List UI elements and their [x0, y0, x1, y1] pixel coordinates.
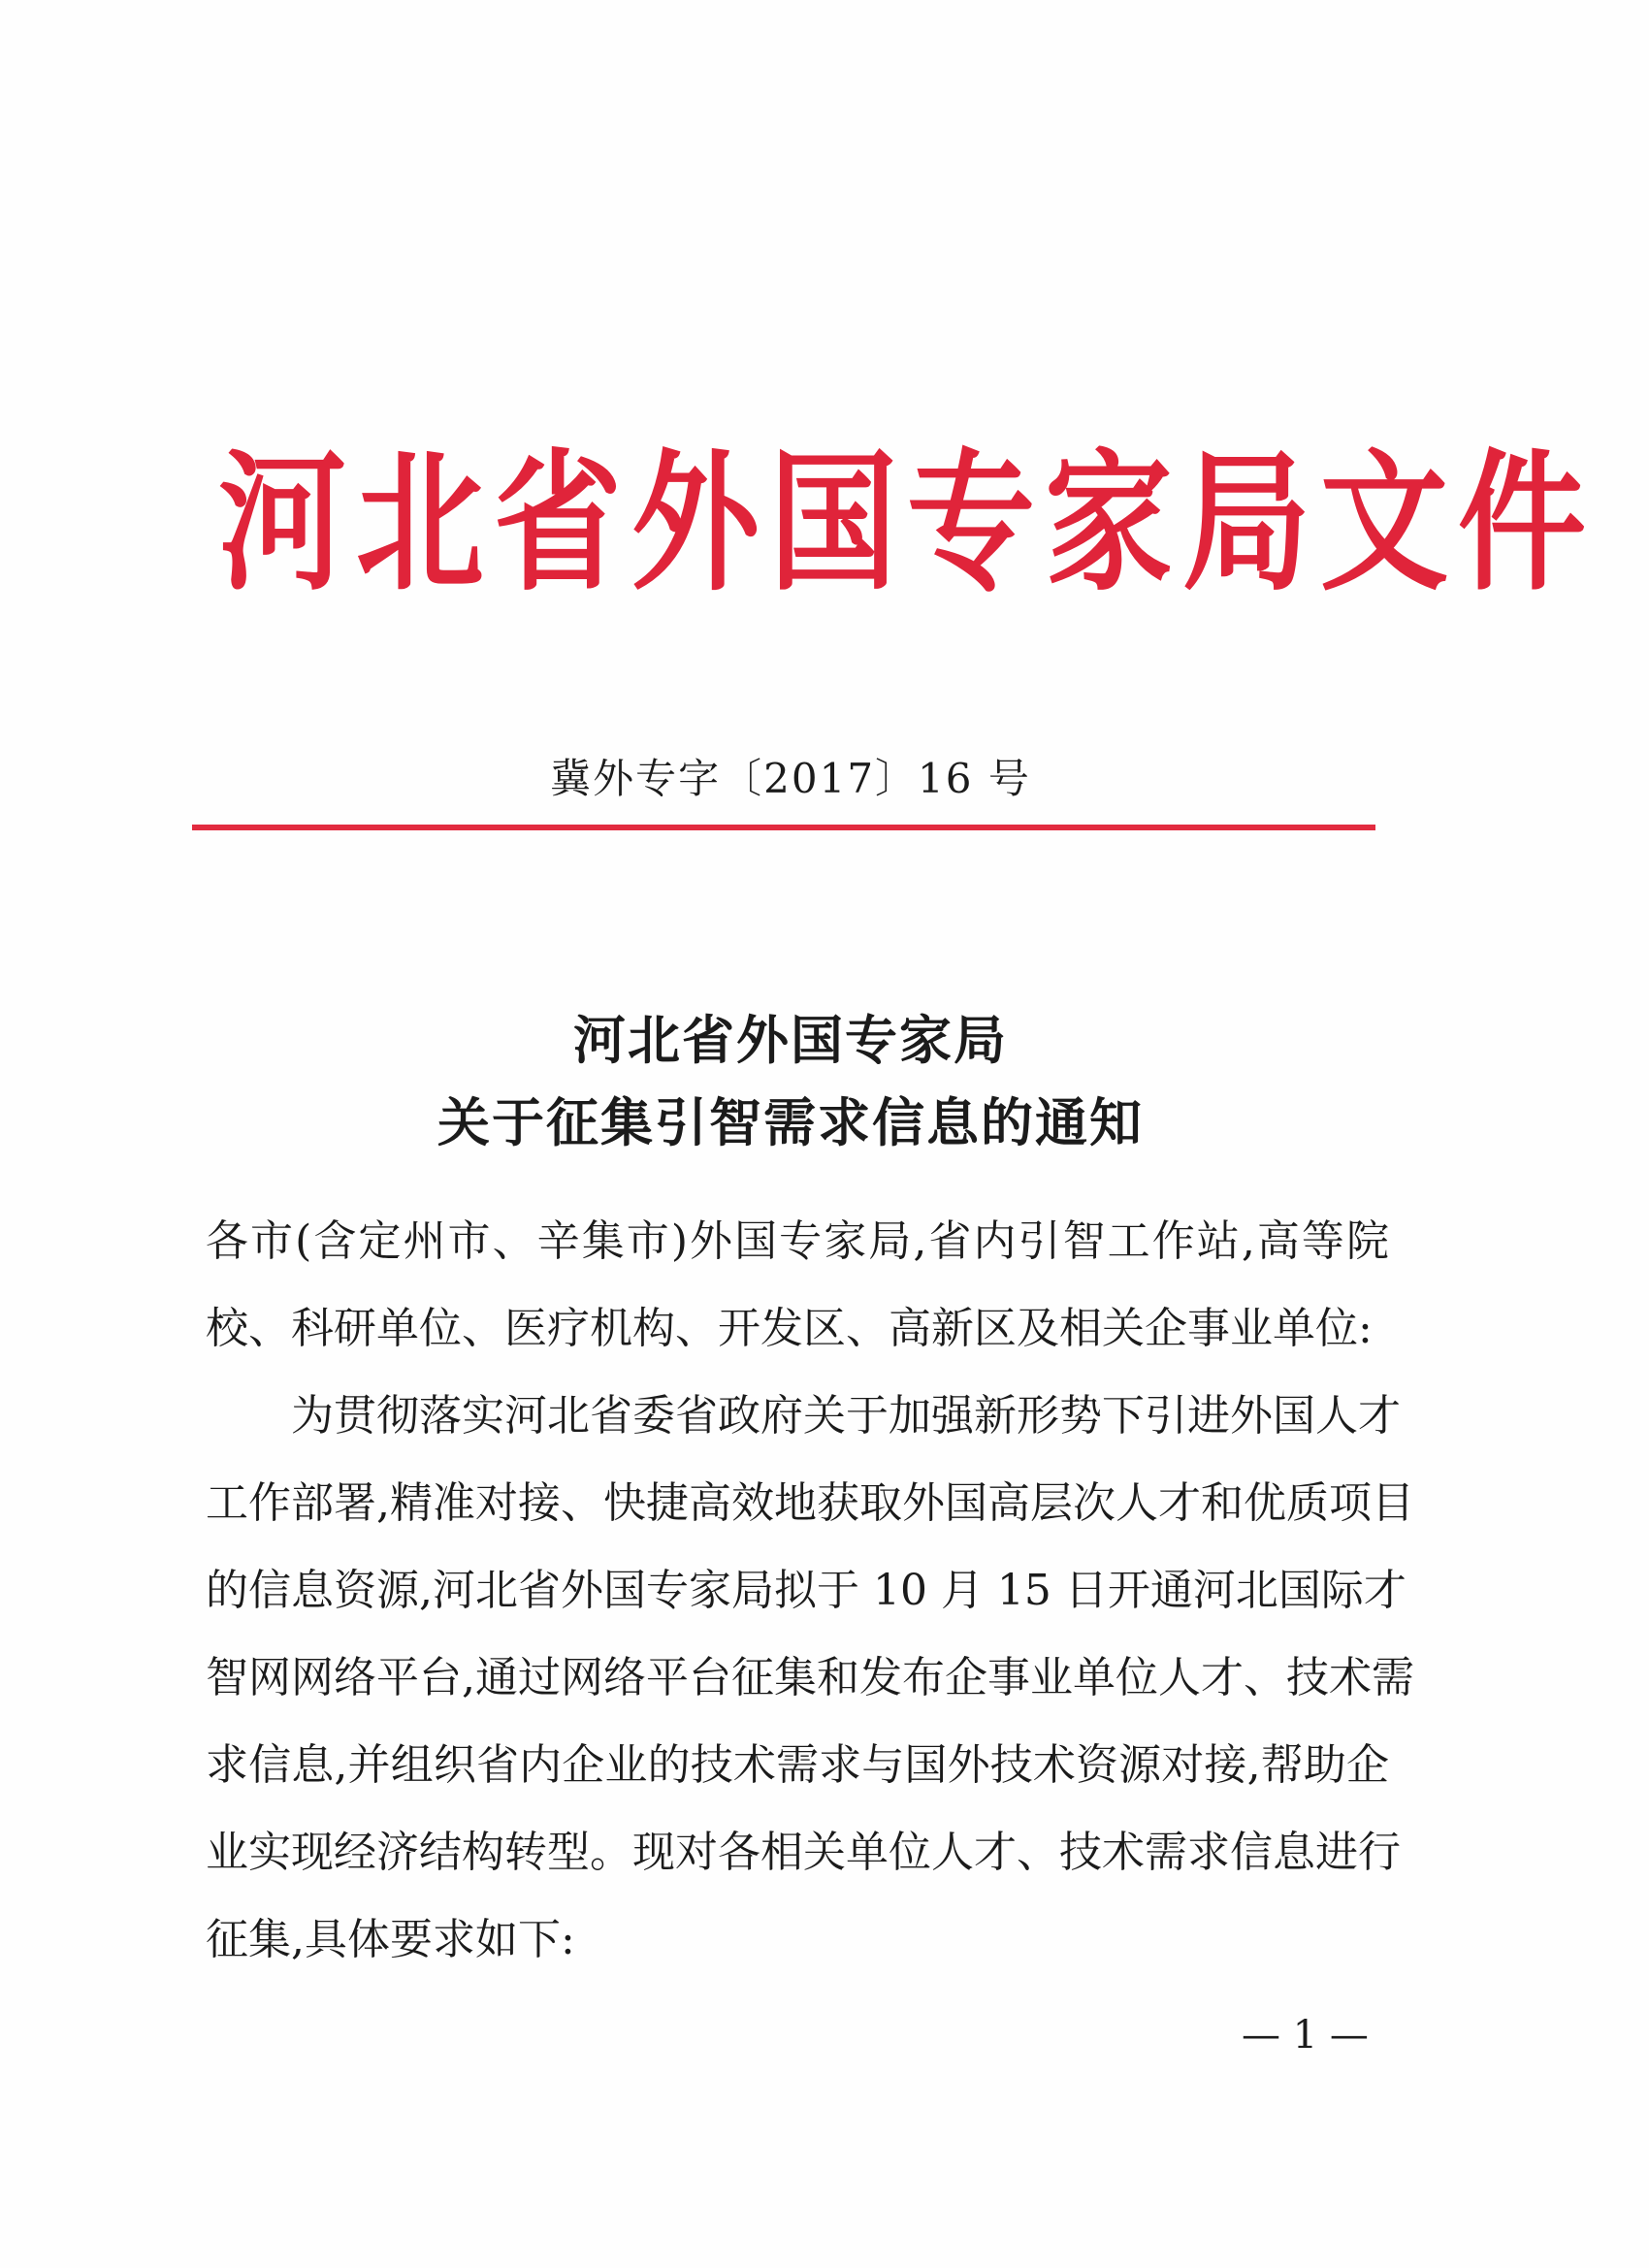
body-paragraph-line-5: 求信息,并组织省内企业的技术需求与国外技术资源对接,帮助企 [206, 1740, 1389, 1790]
recipients-line-2: 校、科研单位、医疗机构、开发区、高新区及相关企事业单位: [206, 1304, 1373, 1353]
body-paragraph-line-2: 工作部署,精准对接、快捷高效地获取外国高层次人才和优质项目 [206, 1478, 1414, 1528]
notice-title-line-1: 河北省外国专家局 [573, 1010, 1008, 1071]
issuing-authority-title: 河北省外国专家局文件 [218, 436, 1596, 612]
red-separator-line [192, 825, 1375, 830]
recipients-line-1: 各市(含定州市、辛集市)外国专家局,省内引智工作站,高等院 [206, 1216, 1389, 1266]
body-paragraph-line-6: 业实现经济结构转型。现对各相关单位人才、技术需求信息进行 [206, 1828, 1401, 1877]
body-paragraph-line-7: 征集,具体要求如下: [206, 1915, 575, 1964]
document-number: 冀外专字〔2017〕16 号 [550, 755, 1031, 802]
body-paragraph-line-3: 的信息资源,河北省外国专家局拟于 10 月 15 日开通河北国际才 [206, 1566, 1406, 1615]
body-paragraph-line-4: 智网网络平台,通过网络平台征集和发布企事业单位人才、技术需 [206, 1653, 1414, 1702]
page-number: — 1 — [1242, 2013, 1369, 2057]
notice-title-line-2: 关于征集引智需求信息的通知 [437, 1092, 1144, 1153]
body-paragraph-line-1: 为贯彻落实河北省委省政府关于加强新形势下引进外国人才 [291, 1391, 1401, 1441]
